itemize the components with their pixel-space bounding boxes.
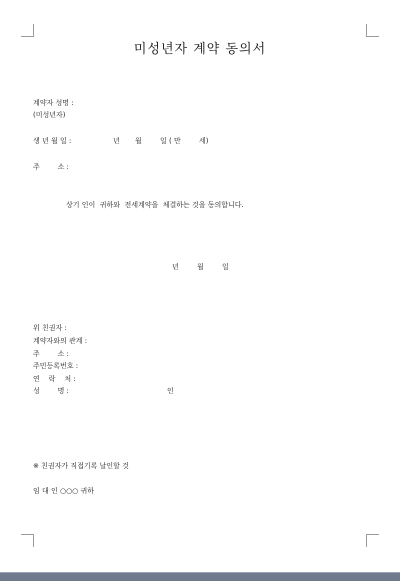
guardian-heading: 위 친권자 : <box>33 324 67 332</box>
consent-statement: 상기 인이 귀하와 전세계약을 체결하는 것을 동의합니다. <box>66 201 244 209</box>
applicant-name-label: 계약자 성명 : <box>33 99 74 107</box>
crop-mark-top-left <box>21 24 34 37</box>
crop-mark-bottom-right <box>366 534 379 547</box>
addressee-line: 임 대 인 ○○○ 귀하 <box>33 487 95 495</box>
guardian-name-label: 성 명 : <box>33 387 69 395</box>
crop-mark-bottom-left <box>21 534 34 547</box>
guardian-id-number-label: 주민등록번호 : <box>33 362 79 370</box>
date-year-unit: 년 <box>172 263 179 271</box>
date-month-unit: 월 <box>197 263 204 271</box>
crop-mark-top-right <box>366 24 379 37</box>
document-title: 미성년자 계약 동의서 <box>133 42 267 57</box>
minor-note: (미성년자) <box>33 111 66 119</box>
birth-day-unit: 일 ( 만 <box>160 137 181 145</box>
guardian-relation-label: 계약자와의 관계 : <box>33 337 88 345</box>
birth-year-unit: 년 <box>113 137 120 145</box>
birth-age-unit: 세) <box>199 137 209 145</box>
birth-date-label: 생 년 월 일 : <box>33 137 72 145</box>
guardian-address-label: 주 소 : <box>33 350 69 358</box>
applicant-address-label: 주 소 : <box>33 163 69 171</box>
guardian-seal-mark: 인 <box>167 387 174 395</box>
birth-month-unit: 월 <box>135 137 142 145</box>
signature-instruction-note: ※ 친권자가 직접기록 날인할 것 <box>33 462 129 470</box>
date-day-unit: 일 <box>222 263 229 271</box>
guardian-contact-label: 연 락 처 : <box>33 375 76 383</box>
